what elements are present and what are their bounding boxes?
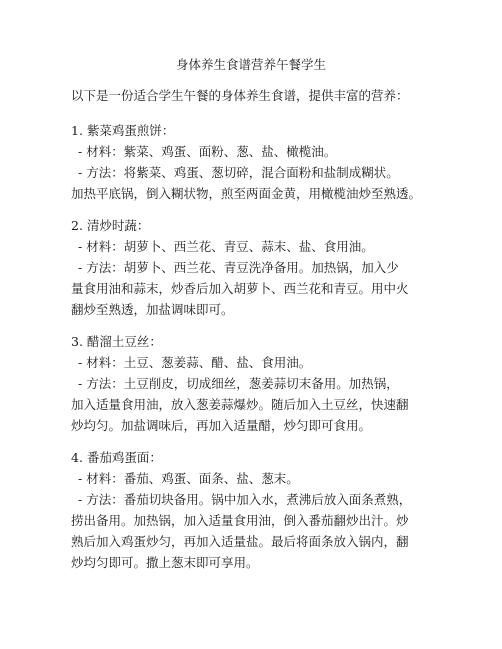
recipe-method-continued: 翻炒至熟透，加盐调味即可。 xyxy=(71,302,234,317)
recipe-method: - 方法：番茄切块备用。锅中加入水，煮沸后放入面条煮熟， xyxy=(78,492,412,507)
recipe-ingredients: - 材料：紫菜、鸡蛋、面粉、葱、盐、橄榄油。 xyxy=(78,144,337,159)
recipe-heading: 1. 紫菜鸡蛋煎饼： xyxy=(71,123,175,138)
recipe-ingredients: - 材料：土豆、葱姜蒜、醋、盐、食用油。 xyxy=(78,355,312,370)
recipe-section-1 xyxy=(71,120,451,204)
recipe-heading: 2. 清炒时蔬： xyxy=(71,218,150,233)
recipe-method-continued: 炒均匀。加盐调味后，再加入适量醋，炒匀即可食用。 xyxy=(71,418,372,433)
recipe-ingredients: - 材料：番茄、鸡蛋、面条、盐、葱末。 xyxy=(78,471,299,486)
recipe-section-3 xyxy=(71,331,451,436)
recipe-method-continued: 加入适量食用油，放入葱姜蒜爆炒。随后加入土豆丝，快速翻 xyxy=(71,397,409,412)
recipe-method: - 方法：胡萝卜、西兰花、青豆洗净备用。加热锅，加入少 xyxy=(78,260,399,275)
page-title: 身体养生食谱营养午餐学生 xyxy=(175,57,326,72)
intro-paragraph: 以下是一份适合学生午餐的身体养生食谱，提供丰富的营养： xyxy=(71,88,409,103)
recipe-method: - 方法：将紫菜、鸡蛋、葱切碎，混合面粉和盐制成糊状。 xyxy=(78,165,399,180)
recipe-ingredients: - 材料：胡萝卜、西兰花、青豆、蒜末、盐、食用油。 xyxy=(78,239,374,254)
recipe-heading: 3. 醋溜土豆丝： xyxy=(71,334,162,349)
recipe-section-4 xyxy=(71,447,451,573)
recipe-method: - 方法：土豆削皮，切成细丝，葱姜蒜切末备用。加热锅， xyxy=(78,376,399,391)
recipe-method-continued: 捞出备用。加热锅，加入适量食用油，倒入番茄翻炒出汁。炒 xyxy=(71,513,409,528)
recipe-method-continued: 熟后加入鸡蛋炒匀，再加入适量盐。最后将面条放入锅内，翻 xyxy=(71,534,409,549)
recipe-method-continued: 量食用油和蒜末，炒香后加入胡萝卜、西兰花和青豆。用中火 xyxy=(71,281,409,296)
recipe-method-continued: 加热平底锅，倒入糊状物，煎至两面金黄，用橄榄油炒至熟透。 xyxy=(71,186,422,201)
recipe-section-2 xyxy=(71,215,451,320)
recipe-method-continued: 炒均匀即可。撒上葱末即可享用。 xyxy=(71,555,259,570)
recipe-heading: 4. 番茄鸡蛋面： xyxy=(71,450,162,465)
